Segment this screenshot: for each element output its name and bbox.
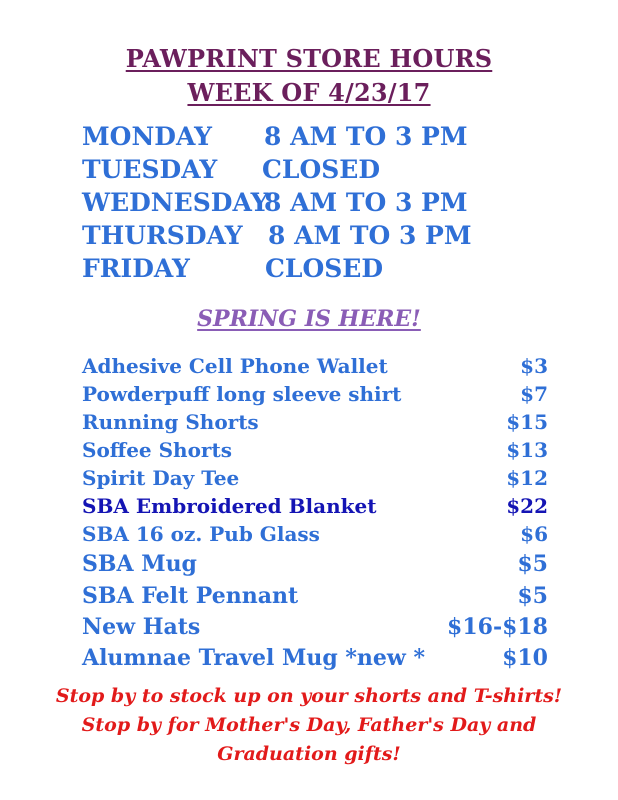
item-price: $5	[517, 551, 548, 577]
hours-time: CLOSED	[262, 155, 381, 184]
item-price: $7	[520, 382, 548, 406]
item-price: $13	[506, 438, 548, 462]
hours-day: MONDAY	[82, 122, 212, 151]
hours-time: CLOSED	[265, 254, 384, 283]
page-subtitle-week: WEEK OF 4/23/17	[187, 78, 431, 107]
hours-day: THURSDAY	[82, 221, 243, 250]
item-name: Adhesive Cell Phone Wallet	[82, 354, 388, 378]
hours-row-monday	[82, 122, 468, 151]
item-price: $10	[502, 645, 548, 671]
hours-day: TUESDAY	[82, 155, 218, 184]
hours-row-thursday	[82, 221, 472, 250]
item-price: $5	[517, 583, 548, 609]
hours-time: 8 AM TO 3 PM	[264, 188, 468, 217]
hours-row-tuesday	[82, 155, 381, 184]
hours-row-wednesday	[82, 188, 468, 217]
spring-heading: SPRING IS HERE!	[197, 306, 421, 332]
item-price: $6	[520, 522, 548, 546]
hours-day: FRIDAY	[82, 254, 190, 283]
hours-time: 8 AM TO 3 PM	[264, 122, 468, 151]
footer-line: Graduation gifts!	[217, 743, 401, 765]
item-name: Alumnae Travel Mug *new *	[82, 645, 426, 671]
item-price: $3	[520, 354, 548, 378]
hours-day: WEDNESDAY	[82, 188, 269, 217]
item-price: $15	[506, 410, 548, 434]
footer-line: Stop by to stock up on your shorts and T-shirts!	[55, 685, 563, 707]
item-name: SBA Mug	[82, 551, 197, 577]
item-name: SBA Felt Pennant	[82, 583, 299, 609]
item-price: $12	[506, 466, 548, 490]
hours-time: 8 AM TO 3 PM	[268, 221, 472, 250]
item-name: New Hats	[82, 614, 201, 640]
item-name: SBA Embroidered Blanket	[82, 494, 377, 518]
item-price: $22	[506, 494, 548, 518]
item-name: Soffee Shorts	[82, 438, 232, 462]
item-name: Spirit Day Tee	[82, 466, 240, 490]
item-price: $16-$18	[447, 614, 548, 640]
page-title: PAWPRINT STORE HOURS	[125, 44, 493, 73]
item-name: Running Shorts	[82, 410, 259, 434]
footer-message	[0, 682, 618, 769]
item-name: SBA 16 oz. Pub Glass	[82, 522, 320, 546]
footer-line: Stop by for Mother's Day, Father's Day and	[81, 714, 537, 736]
hours-row-friday	[82, 254, 384, 283]
item-name: Powderpuff long sleeve shirt	[82, 382, 402, 406]
